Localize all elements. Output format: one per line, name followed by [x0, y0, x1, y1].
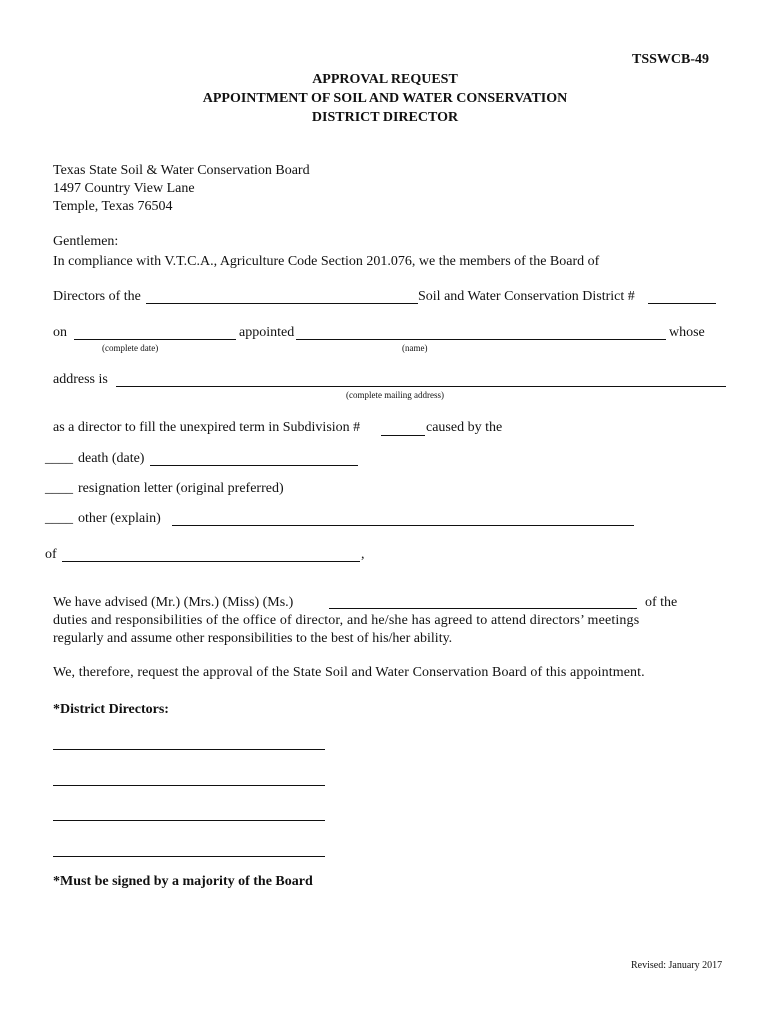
appointed-label: appointed	[239, 325, 295, 340]
caused-by-label: caused by the	[426, 420, 503, 435]
subdivision-label: as a director to fill the unexpired term in Subdivision #	[53, 420, 361, 435]
addressee-org: Texas State Soil & Water Conservation Board	[53, 163, 310, 178]
advised-name-field[interactable]	[329, 608, 637, 609]
of-field[interactable]	[62, 561, 360, 562]
title-line-2: APPOINTMENT OF SOIL AND WATER CONSERVATION	[202, 91, 568, 106]
appointment-date-field[interactable]	[74, 339, 236, 340]
directors-of-label: Directors of the	[53, 289, 141, 304]
form-number: TSSWCB-49	[632, 52, 710, 67]
advised-suffix: of the	[645, 595, 678, 610]
address-label: address is	[53, 372, 108, 387]
addressee-street: 1497 Country View Lane	[53, 181, 195, 196]
salutation: Gentlemen:	[53, 234, 119, 249]
other-label: other (explain)	[78, 511, 161, 526]
subdivision-number-field[interactable]	[381, 435, 425, 436]
director-signature-line-2[interactable]	[53, 785, 325, 786]
other-explain-field[interactable]	[172, 525, 634, 526]
date-caption: (complete date)	[102, 343, 159, 353]
of-comma: ,	[361, 547, 365, 562]
appointee-name-field[interactable]	[296, 339, 666, 340]
district-name-field[interactable]	[146, 303, 418, 304]
district-number-label: Soil and Water Conservation District #	[418, 289, 635, 304]
resignation-checkbox-blank[interactable]: ____	[45, 481, 73, 496]
advised-line-3: regularly and assume other responsibilities to the best of his/her ability.	[53, 631, 453, 646]
address-caption: (complete mailing address)	[346, 390, 444, 400]
district-directors-heading: *District Directors:	[53, 702, 169, 717]
district-number-field[interactable]	[648, 303, 716, 304]
director-signature-line-1[interactable]	[53, 749, 325, 750]
death-checkbox-blank[interactable]: ____	[45, 451, 73, 466]
title-line-1: APPROVAL REQUEST	[312, 72, 458, 87]
mailing-address-field[interactable]	[116, 386, 726, 387]
of-label: of	[45, 547, 57, 562]
advised-prefix: We have advised (Mr.) (Mrs.) (Miss) (Ms.)	[53, 595, 294, 610]
whose-label: whose	[669, 325, 705, 340]
on-label: on	[53, 325, 67, 340]
director-signature-line-3[interactable]	[53, 820, 325, 821]
other-checkbox-blank[interactable]: ____	[45, 511, 73, 526]
revised-date: Revised: January 2017	[631, 960, 723, 971]
request-text: We, therefore, request the approval of the State Soil and Water Conservation Board of this appointment.	[53, 665, 645, 680]
director-signature-line-4[interactable]	[53, 856, 325, 857]
name-caption: (name)	[402, 343, 428, 353]
resignation-label: resignation letter (original preferred)	[78, 481, 284, 496]
advised-line-2: duties and responsibilities of the office of director, and he/she has agreed to attend directors’ meetings	[53, 613, 640, 628]
signature-note: *Must be signed by a majority of the Board	[53, 874, 313, 889]
death-date-field[interactable]	[150, 465, 358, 466]
addressee-city: Temple, Texas 76504	[53, 199, 173, 214]
death-label: death (date)	[78, 451, 145, 466]
title-line-3: DISTRICT DIRECTOR	[311, 110, 459, 125]
intro-text: In compliance with V.T.C.A., Agriculture Code Section 201.076, we the members of the Board of	[53, 254, 600, 269]
